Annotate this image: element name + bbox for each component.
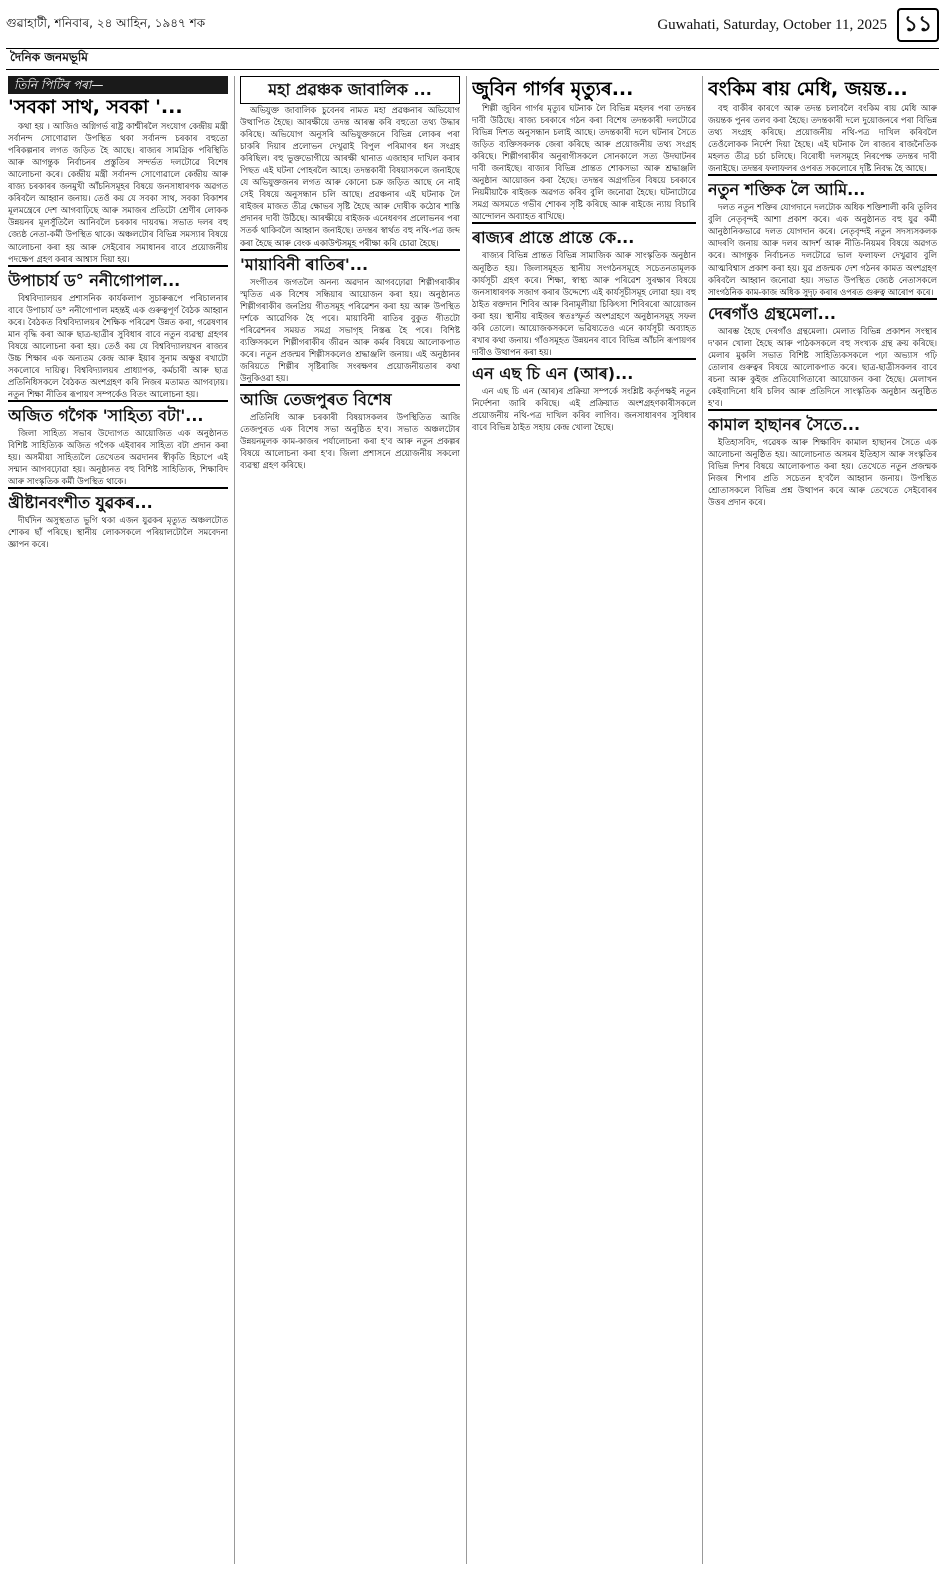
article-body: জিলা সাহিত্য সভাৰ উদ্যোগত আয়োজিত এক অনুষ্ঠানত বিশিষ্ট সাহিত্যিক অজিত গগৈক এইবাৰৰ সাহিত্য বটা প্ৰদান কৰা হয়। অসমীয়া সাহিত্যলৈ তেখেতৰ অৱদানৰ স্বীকৃতি হিচাপে এই সন্মান আগবঢ়োৱা হয়। অনুষ্ঠানত বহু বিশিষ্ট সাহিত্যিক, শিক্ষাবিদ আৰু সাংস্কৃতিক কৰ্মী উপস্থিত থাকে। (8, 428, 228, 487)
article-headline: 'মায়াবিনী ৰাতিৰ'... (240, 249, 460, 276)
article-headline: নতুন শক্তিক লৈ আমি... (708, 174, 937, 201)
article-headline: এন এছ চি এন (আৰ)... (472, 358, 696, 385)
article-headline: ৰাজ্যৰ প্ৰান্তে প্ৰান্তে কে... (472, 222, 696, 249)
article-body: এন এছ চি এন (আৰ)ৰ প্ৰক্ৰিয়া সম্পৰ্কে সংশ্লিষ্ট কৰ্তৃপক্ষই নতুন নিৰ্দেশনা জাৰি কৰিছে। এই প্ৰক্ৰিয়াত অংশগ্ৰহণকাৰীসকলে প্ৰয়োজনীয় নথি-পত্ৰ দাখিল কৰিব লাগিব। জনসাধাৰণৰ সুবিধাৰ বাবে বিভিন্ন ঠাইত সহায় কেন্দ্ৰ খোলা হৈছে। (472, 385, 696, 433)
article-body: ইতিহাসবিদ, গৱেষক আৰু শিক্ষাবিদ কামাল হাছানৰ সৈতে এক আলোচনা অনুষ্ঠিত হয়। আলোচনাত অসমৰ ইতিহাস আৰু সংস্কৃতিৰ বিভিন্ন দিশৰ বিষয়ে আলোকপাত কৰা হয়। তেখেতে নতুন প্ৰজন্মক নিজৰ শিপাৰ প্ৰতি সচেতন হ'বলৈ আহ্বান জনায়। উপস্থিত শ্ৰোতাসকলে বিভিন্ন প্ৰশ্ন উত্থাপন কৰে আৰু তেখেতে সেইবোৰৰ উত্তৰ প্ৰদান কৰে। (708, 436, 937, 508)
article-body: আৰম্ভ হৈছে দেৰগাঁও গ্ৰন্থমেলা। মেলাত বিভিন্ন প্ৰকাশন সংস্থাৰ দ'কান খোলা হৈছে আৰু পাঠকসকলে বহু সংখ্যক গ্ৰন্থ ক্ৰয় কৰিছে। মেলাৰ মুকলি সভাত বিশিষ্ট সাহিত্যিকসকলে পঢ়া অভ্যাস গঢ়ি তোলাৰ গুৰুত্বৰ বিষয়ে আলোকপাত কৰে। ছাত্ৰ-ছাত্ৰীসকলৰ বাবে ৰচনা আৰু কুইজ প্ৰতিযোগিতাৰো আয়োজন কৰা হৈছে। মেলাখন কেইবাদিনো ধৰি চলিব আৰু প্ৰতিদিনে সাংস্কৃতিক অনুষ্ঠান অনুষ্ঠিত হ'ব। (708, 325, 937, 408)
article-headline: খ্ৰীষ্টানবংশীত যুৱকৰ... (8, 487, 228, 514)
column-divider (234, 76, 235, 1564)
article-body: অভিযুক্ত জাবালিক চুবেনৰ নামত মহা প্ৰৱঞ্চনাৰ অভিযোগ উত্থাপিত হৈছে। আৰক্ষীয়ে তদন্ত আৰম্ভ কৰি বহুতো তথ্য উদ্ধাৰ কৰিছে। অভিযোগ অনুসৰি অভিযুক্তজনে বিভিন্ন লোকৰ পৰা চাকৰি দিয়াৰ প্ৰলোভন দেখুৱাই বিপুল পৰিমাণৰ ধন সংগ্ৰহ কৰিছিল। বহু ভুক্তভোগীয়ে আৰক্ষী থানাত এজাহাৰ দাখিল কৰাৰ পিছত এই ঘটনা পোহৰলৈ আহে। তদন্তকাৰী বিষয়াসকলে জনাইছে যে অভিযুক্তজনৰ লগত আৰু কোনো চক্ৰ জড়িত আছে নে নাই সেই বিষয়ে অনুসন্ধান চলি আছে। প্ৰৱঞ্চনাৰ এই ঘটনাক লৈ ৰাইজৰ মাজত তীব্ৰ ক্ষোভৰ সৃষ্টি হৈছে আৰু দোষীক কঠোৰ শাস্তি প্ৰদানৰ দাবী উঠিছে। আৰক্ষীয়ে ৰাইজক এনেধৰণৰ প্ৰলোভনৰ পৰা সতৰ্ক থাকিবলৈ আহ্বান জনাইছে। তদন্তৰ স্বাৰ্থত বহু নথি-পত্ৰ জব্দ কৰা হৈছে আৰু বেংক একাউণ্টসমূহ পৰীক্ষা কৰি চোৱা হৈছে। (240, 105, 460, 248)
article-body: বিশ্ববিদ্যালয়ৰ প্ৰশাসনিক কাৰ্যকলাপ সুচাৰুৰূপে পৰিচালনাৰ বাবে উপাচাৰ্য ড° ননীগোপাল মহন্তই এক গুৰুত্বপূৰ্ণ বৈঠক আহ্বান কৰে। বৈঠকত বিশ্ববিদ্যালয়ৰ শৈক্ষিক পৰিৱেশ উন্নত কৰা, গৱেষণাৰ মান বৃদ্ধি কৰা আৰু ছাত্ৰ-ছাত্ৰীৰ সুবিধাৰ বাবে নতুন ব্যৱস্থা গ্ৰহণৰ বিষয়ে আলোচনা কৰা হয়। তেওঁ কয় যে বিশ্ববিদ্যালয়খন ৰাজ্যৰ উচ্চ শিক্ষাৰ এক অন্যতম কেন্দ্ৰ আৰু ইয়াৰ সুনাম অক্ষুণ্ণ ৰখাটো সকলোৰে দায়িত্ব। বিশ্ববিদ্যালয়ৰ প্ৰাধ্যাপক, কৰ্মচাৰী আৰু ছাত্ৰ প্ৰতিনিধিসকলে বৈঠকত অংশগ্ৰহণ কৰি নিজৰ মতামত আগবঢ়ায়। নতুন শিক্ষা নীতিৰ ৰূপায়ণ সম্পৰ্কেও বিতং আলোচনা হয়। (8, 292, 228, 399)
article-body: শিল্পী জুবিন গাৰ্গৰ মৃত্যুৰ ঘটনাক লৈ বিভিন্ন মহলৰ পৰা তদন্তৰ দাবী উঠিছে। ৰাজ্য চৰকাৰে গঠন কৰা বিশেষ তদন্তকাৰী দলটোৱে বিভিন্ন দিশত অনুসন্ধান চলাই আছে। তদন্তকাৰী দলে ঘটনাৰ সৈতে জড়িত ব্যক্তিসকলক জেৰা কৰিছে আৰু প্ৰয়োজনীয় তথ্য সংগ্ৰহ কৰিছে। শিল্পীগৰাকীৰ অনুৰাগীসকলে সোনকালে সত্য উদঘাটনৰ দাবী জনাইছে। ৰাজ্যৰ বিভিন্ন প্ৰান্তত শোকসভা আৰু শ্ৰদ্ধাঞ্জলি অনুষ্ঠান আয়োজন কৰা হৈছে। তদন্তৰ অগ্ৰগতিৰ বিষয়ে চৰকাৰে নিয়মীয়াকৈ ৰাইজক অৱগত কৰিব বুলি জনোৱা হৈছে। ঘটনাটোৱে সমগ্ৰ অসমতে গভীৰ শোকৰ সৃষ্টি কৰিছে আৰু ৰাইজে ন্যায় বিচাৰি আন্দোলন অব্যাহত ৰাখিছে। (472, 103, 696, 222)
article-headline: জুবিন গাৰ্গৰ মৃত্যুৰ... (472, 78, 634, 100)
article-headline: 'সবকা সাথ, সবকা '... (8, 96, 183, 119)
article-body: দলত নতুন শক্তিৰ যোগদানে দলটোক অধিক শক্তিশালী কৰি তুলিব বুলি নেতৃবৃন্দই আশা প্ৰকাশ কৰে। এক অনুষ্ঠানত বহু যুৱ কৰ্মী আনুষ্ঠানিকভাৱে দলত যোগদান কৰে। নেতৃবৃন্দই নতুন সদস্যসকলক আদৰণি জনায় আৰু দলৰ আদৰ্শ আৰু নীতি-নিয়মৰ বিষয়ে অৱগত কৰে। আগন্তুক নিৰ্বাচনত দলটোৱে ভাল ফলাফল দেখুৱাব বুলি আত্মবিশ্বাস প্ৰকাশ কৰা হয়। যুৱ প্ৰজন্মক দেশ গঠনৰ কামত অংশগ্ৰহণ কৰিবলৈ আহ্বান জনোৱা হয়। সভাত উপস্থিত জ্যেষ্ঠ নেতাসকলে সাংগঠনিক কাম-কাজ অধিক সুদৃঢ় কৰাৰ ওপৰত গুৰুত্ব আৰোপ কৰে। (708, 202, 937, 297)
article-headline: কামাল হাছানৰ সৈতে... (708, 409, 937, 436)
article-body: বহু বাকীৰ কাৰণে আৰু তদন্ত চলাবলৈ বংকিম ৰায় মেধি আৰু জয়ন্তক পুনৰ তলব কৰা হৈছে। তদন্তকাৰী দলে দুয়োজনৰে পৰা বিভিন্ন তথ্য সংগ্ৰহ কৰিছে। প্ৰয়োজনীয় নথি-পত্ৰ দাখিল কৰিবলৈ তেওঁলোকক নিৰ্দেশ দিয়া হৈছে। এই ঘটনাক লৈ ৰাজ্যৰ ৰাজনৈতিক মহলত তীব্ৰ চৰ্চা চলিছে। বিৰোধী দলসমূহে নিৰপেক্ষ তদন্তৰ দাবী জনাইছে। তদন্তৰ ফলাফলৰ ওপৰত সকলোৰে দৃষ্টি নিবদ্ধ হৈ আছে। (708, 103, 937, 174)
column-divider (466, 76, 467, 1564)
article-body: দীৰ্ঘদিন অসুস্থতাত ভুগি থকা এজন যুৱকৰ মৃত্যুত অঞ্চলটোত শোকৰ ছাঁ পৰিছে। স্থানীয় লোকসকলে পৰিয়ালটোলৈ সমবেদনা জ্ঞাপন কৰে। (8, 515, 228, 550)
article-body: ৰাজ্যৰ বিভিন্ন প্ৰান্তত বিভিন্ন সামাজিক আৰু সাংস্কৃতিক অনুষ্ঠান অনুষ্ঠিত হয়। জিলাসমূহত স্থানীয় সংগঠনসমূহে সচেতনতামূলক কাৰ্যসূচী গ্ৰহণ কৰে। শিক্ষা, স্বাস্থ্য আৰু পৰিৱেশ সুৰক্ষাৰ বিষয়ে জনসাধাৰণক সজাগ কৰাৰ উদ্দেশ্যে এই কাৰ্যসূচীসমূহ লোৱা হয়। বহু ঠাইত ৰক্তদান শিবিৰ আৰু বিনামূলীয়া চিকিৎসা শিবিৰৰো আয়োজন কৰা হয়। স্থানীয় ৰাইজৰ স্বতঃস্ফূৰ্ত অংশগ্ৰহণে অনুষ্ঠানসমূহ সফল কৰি তোলে। আয়োজকসকলে ভৱিষ্যতেও এনে কাৰ্যসূচী অব্যাহত ৰখাৰ কথা জনায়। গাঁওসমূহত উন্নয়নৰ বাবে বিভিন্ন আঁচনি ৰূপায়ণৰ দাবীও উত্থাপন কৰা হয়। (472, 250, 696, 357)
column-3 (472, 76, 696, 1564)
article-body: কথা হয় । আজিও অগ্নিগৰ্ভ ৰাষ্ট্ৰ কাশ্মীৰলৈ সংযোগ কেন্দ্ৰীয় মন্ত্ৰী সৰ্বানন্দ সোণোৱাল উপস্থিত থকা সৰ্বানন্দ চৰকাৰ বহুতো পৰিকল্পনাৰ লগত জড়িত হৈ আছে। ৰাজ্যৰ সামগ্ৰিক পৰিস্থিতি আৰু আগন্তুক নিৰ্বাচনৰ প্ৰস্তুতিৰ সন্দৰ্ভত দলটোৱে বিশেষ আলোচনা কৰে। কেন্দ্ৰীয় মন্ত্ৰী সৰ্বানন্দ সোণোৱালে কেন্দ্ৰীয় আৰু ৰাজ্য চৰকাৰৰ জনমুখী আঁচনিসমূহৰ বিষয়ে জনসাধাৰণক অৱগত কৰিবলৈ আহ্বান জনায়। তেওঁ কয় যে সবকা সাথ, সবকা বিকাশৰ মূলমন্ত্ৰেৰে দেশ আগবাঢ়িছে আৰু সমাজৰ প্ৰতিটো শ্ৰেণীৰ লোকক উন্নয়নৰ মূলসুঁতিলৈ আনিবলৈ চৰকাৰ দায়বদ্ধ। সভাত দলৰ বহু জ্যেষ্ঠ নেতা-কৰ্মী উপস্থিত থাকে। অঞ্চলটোৰ বিভিন্ন সমস্যাৰ বিষয়ে আলোচনা কৰা হয় আৰু সেইবোৰ সমাধানৰ বাবে প্ৰয়োজনীয় পদক্ষেপ গ্ৰহণ কৰাৰ আশ্বাস দিয়া হয়। (8, 121, 228, 264)
article-headline: অজিত গগৈক 'সাহিত্য বটা'... (8, 400, 228, 427)
dateline-english: Guwahati, Saturday, October 11, 2025 (657, 16, 887, 33)
newspaper-name: দৈনিক জনমভূমি (6, 48, 939, 70)
section-kicker: তিনি পিটিৰ পৰা— (8, 76, 228, 94)
article-headline: মহা প্ৰৱঞ্চক জাবালিক ... (240, 76, 460, 104)
article-headline: দেৰগাঁও গ্ৰন্থমেলা... (708, 298, 937, 325)
page-number: ১১ (897, 8, 939, 42)
dateline-assamese: গুৱাহাটী, শনিবাৰ, ২৪ আহিন, ১৯৪৭ শক (6, 16, 206, 30)
page-header (6, 6, 939, 44)
column-1 (8, 76, 228, 1564)
article-body: সংগীতৰ জগতলৈ অনন্য অৱদান আগবঢ়োৱা শিল্পীগৰাকীৰ স্মৃতিত এক বিশেষ সন্ধিয়াৰ আয়োজন কৰা হয়। অনুষ্ঠানত শিল্পীগৰাকীৰ জনপ্ৰিয় গীতসমূহ পৰিৱেশন কৰা হয় আৰু উপস্থিত দৰ্শকে আৱেগিক হৈ পৰে। মায়াবিনী ৰাতিৰ বুকুত গীতটো পৰিৱেশনৰ সময়ত সমগ্ৰ সভাগৃহ নিস্তব্ধ হৈ পৰে। বিশিষ্ট ব্যক্তিসকলে শিল্পীগৰাকীৰ জীৱন আৰু কৰ্মৰ বিষয়ে আলোকপাত কৰে। নতুন প্ৰজন্মৰ শিল্পীসকলেও শ্ৰদ্ধাঞ্জলি জনায়। এই অনুষ্ঠানৰ জৰিয়তে শিল্পীৰ সৃষ্টিৰাজি সংৰক্ষণৰ প্ৰয়োজনীয়তাৰ কথা উনুকিওৱা হয়। (240, 276, 460, 383)
article-headline: উপাচাৰ্য ড° ননীগোপাল... (8, 265, 228, 292)
article-headline: আজি তেজপুৰত বিশেষ (240, 384, 460, 411)
column-4 (708, 76, 937, 1564)
article-body: প্ৰতিনিধি আৰু চৰকাৰী বিষয়াসকলৰ উপস্থিতিত আজি তেজপুৰত এক বিশেষ সভা অনুষ্ঠিত হ'ব। সভাত অঞ্চলটোৰ উন্নয়নমূলক কাম-কাজৰ পৰ্যালোচনা কৰা হ'ব আৰু নতুন প্ৰকল্পৰ বিষয়ে আলোচনা কৰা হ'ব। জিলা প্ৰশাসনে প্ৰয়োজনীয় সকলো ব্যৱস্থা গ্ৰহণ কৰিছে। (240, 411, 460, 471)
column-2 (240, 76, 460, 1564)
article-headline: বংকিম ৰায় মেধি, জয়ন্ত... (708, 78, 908, 100)
column-divider (702, 76, 703, 1564)
